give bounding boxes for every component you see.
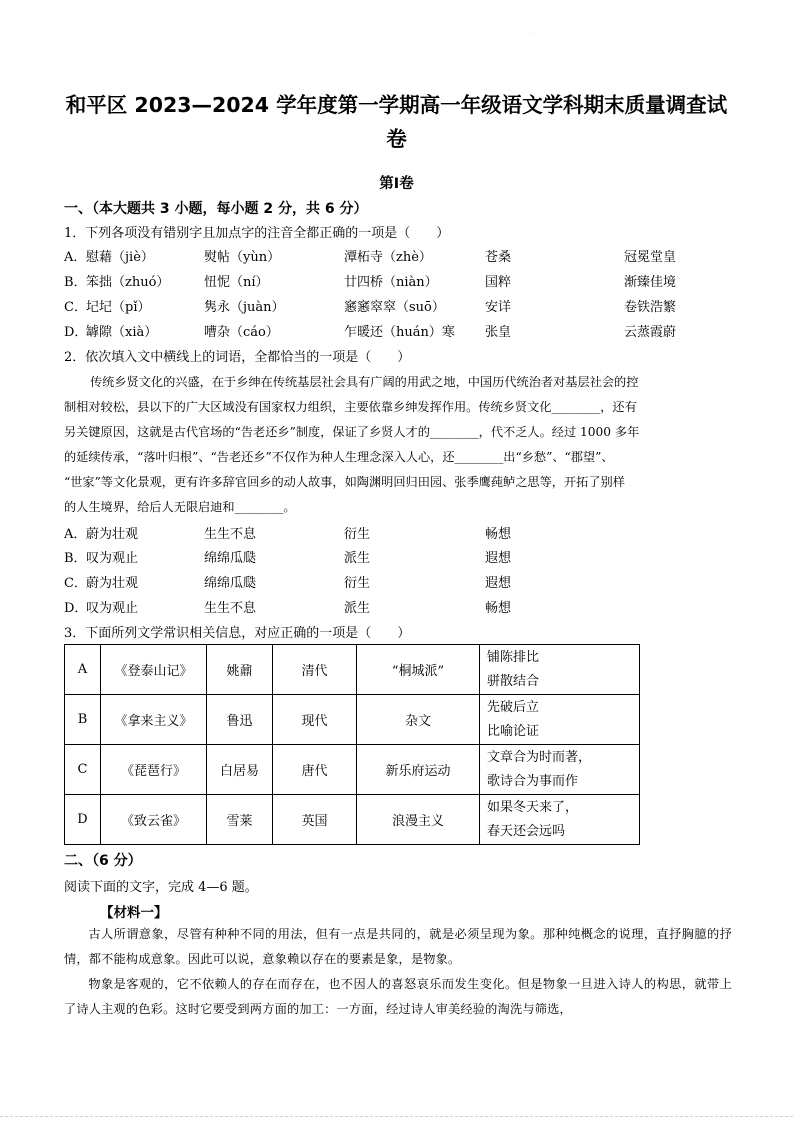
question-1-stem: 1．下列各项没有错别字且加点字的注音全都正确的一项是（ ） bbox=[64, 226, 450, 241]
note-line: 先破后立 bbox=[487, 699, 540, 715]
school: “桐城派” bbox=[357, 645, 480, 695]
table-row[interactable] bbox=[65, 745, 640, 795]
option-cell: 遐想 bbox=[485, 576, 512, 591]
note-line: 春天还会远吗 bbox=[487, 823, 566, 839]
row-key: B bbox=[65, 695, 101, 745]
note-line: 文章合为时而著， bbox=[487, 749, 592, 765]
option-label: A． bbox=[64, 527, 87, 542]
option-cell: 熨帖（yùn） bbox=[204, 250, 281, 265]
literature-table bbox=[64, 644, 640, 845]
q2-passage-line: 制相对较松，县以下的广大区域没有国家权力组织，主要依靠乡绅发挥作用。传统乡贤文化________，还有 bbox=[64, 400, 637, 414]
option-cell: 生生不息 bbox=[204, 527, 257, 542]
option-cell: 安详 bbox=[485, 300, 512, 315]
note bbox=[480, 695, 640, 745]
question-3-stem: 3．下面所列文学常识相关信息，对应正确的一项是（ ） bbox=[64, 626, 411, 641]
q2-passage-line: 传统乡贤文化的兴盛，在于乡绅在传统基层社会具有广阔的用武之地，中国历代统治者对基层社会的控 bbox=[90, 375, 639, 389]
top-mark: · bbox=[530, 30, 532, 37]
option-cell: 国粹 bbox=[485, 275, 512, 290]
option-label: C． bbox=[64, 576, 87, 591]
option-cell: 叹为观止 bbox=[86, 601, 139, 616]
work-title: 《致云雀》 bbox=[101, 795, 207, 845]
option-label: B． bbox=[64, 551, 87, 566]
option-label: A． bbox=[64, 250, 87, 265]
author: 姚鼐 bbox=[207, 645, 273, 695]
work-title: 《登泰山记》 bbox=[101, 645, 207, 695]
option-cell: 绵绵瓜瓞 bbox=[204, 576, 257, 591]
option-cell: 乍暖还（huán）寒 bbox=[344, 325, 455, 340]
option-cell: 冠冕堂皇 bbox=[624, 250, 677, 265]
option-cell: 苍桑 bbox=[485, 250, 512, 265]
option-cell: 衍生 bbox=[344, 527, 371, 542]
option-cell: 隽永（juàn） bbox=[204, 300, 285, 315]
note-line: 铺陈排比 bbox=[487, 649, 540, 665]
material-paragraph: 古人所谓意象，尽管有种种不同的用法，但有一点是共同的，就是必须呈现为象。那种纯概念的说理，直抒胸臆的抒情，都不能构成意象。因此可以说，意象赖以存在的要素是象，是物象。 bbox=[64, 927, 732, 966]
note bbox=[480, 745, 640, 795]
option-cell: 慰藉（jiè） bbox=[86, 250, 154, 265]
era: 英国 bbox=[273, 795, 357, 845]
option-label: D． bbox=[64, 601, 88, 616]
question-2-stem: 2．依次填入文中横线上的词语，全都恰当的一项是（ ） bbox=[64, 350, 411, 365]
option-cell: 嘈杂（cáo） bbox=[204, 325, 279, 340]
material-label: 【材料一】 bbox=[100, 905, 168, 921]
school: 新乐府运动 bbox=[357, 745, 480, 795]
exam-title: 和平区 2023—2024 学年度第一学期高一年级语文学科期末质量调查试卷 bbox=[65, 93, 728, 151]
option-label: D． bbox=[64, 325, 88, 340]
option-cell: 渐臻佳境 bbox=[624, 275, 677, 290]
option-label: C． bbox=[64, 300, 87, 315]
option-cell: 畅想 bbox=[485, 527, 512, 542]
row-key: A bbox=[65, 645, 101, 695]
section2-instruction: 阅读下面的文字，完成 4—6 题。 bbox=[64, 880, 258, 895]
note-line: 骈散结合 bbox=[487, 673, 540, 689]
page-bottom-rule bbox=[0, 1116, 793, 1117]
q2-passage-line: “世家”等文化景观，更有许多辞官回乡的动人故事，如陶渊明回归田园、张季鹰莼鲈之思等，开拓了别样 bbox=[64, 475, 625, 489]
q2-passage-line: 的延续传承，“落叶归根”、“告老还乡”不仅作为种人生理念深入人心，还________出“乡愁”、“郡望”、 bbox=[64, 450, 614, 464]
option-cell: 忸怩（ní） bbox=[204, 275, 269, 290]
author: 雪莱 bbox=[207, 795, 273, 845]
option-cell: 罅隙（xià） bbox=[86, 325, 158, 340]
note-line: 如果冬天来了， bbox=[487, 799, 579, 815]
option-cell: 遐想 bbox=[485, 551, 512, 566]
section1-heading: 一、（本大题共 3 小题，每小题 2 分，共 6 分） bbox=[64, 201, 368, 217]
school: 浪漫主义 bbox=[357, 795, 480, 845]
note-line: 比喻论证 bbox=[487, 723, 540, 739]
option-cell: 云蒸霞蔚 bbox=[624, 325, 677, 340]
author: 鲁迅 bbox=[207, 695, 273, 745]
option-cell: 衍生 bbox=[344, 576, 371, 591]
q2-passage-line: 的人生境界，给后人无限启迪和________。 bbox=[64, 500, 296, 514]
option-label: B． bbox=[64, 275, 87, 290]
row-key: D bbox=[65, 795, 101, 845]
era: 唐代 bbox=[273, 745, 357, 795]
work-title: 《拿来主义》 bbox=[101, 695, 207, 745]
q2-passage-line: 另关键原因，这就是古代官场的“告老还乡”制度，保证了乡贤人才的________，代不乏人。经过 1000 多年 bbox=[64, 425, 640, 439]
volume-heading: 第Ⅰ卷 bbox=[379, 176, 414, 192]
row-key: C bbox=[65, 745, 101, 795]
option-cell: 窸窸窣窣（suō） bbox=[344, 300, 445, 315]
work-title: 《琵琶行》 bbox=[101, 745, 207, 795]
option-cell: 叹为观止 bbox=[86, 551, 139, 566]
option-cell: 派生 bbox=[344, 551, 371, 566]
option-cell: 圮圮（pǐ） bbox=[86, 300, 151, 315]
option-cell: 生生不息 bbox=[204, 601, 257, 616]
author: 白居易 bbox=[207, 745, 273, 795]
material-paragraph: 物象是客观的，它不依赖人的存在而存在，也不因人的喜怒哀乐而发生变化。但是物象一旦进入诗人的构思，就带上了诗人主观的色彩。这时它要受到两方面的加工：一方面，经过诗人审美经验的淘洗与筛选， bbox=[64, 977, 732, 1016]
school: 杂文 bbox=[357, 695, 480, 745]
section2-heading: 二、（6 分） bbox=[64, 853, 142, 869]
option-cell: 张皇 bbox=[485, 325, 512, 340]
table-row[interactable] bbox=[65, 645, 640, 695]
era: 清代 bbox=[273, 645, 357, 695]
option-cell: 蔚为壮观 bbox=[86, 576, 139, 591]
option-cell: 畅想 bbox=[485, 601, 512, 616]
option-cell: 绵绵瓜瓞 bbox=[204, 551, 257, 566]
option-cell: 潭柘寺（zhè） bbox=[344, 250, 432, 265]
note bbox=[480, 795, 640, 845]
option-cell: 卷铁浩繁 bbox=[624, 300, 677, 315]
option-cell: 派生 bbox=[344, 601, 371, 616]
table-row[interactable] bbox=[65, 795, 640, 845]
option-cell: 蔚为壮观 bbox=[86, 527, 139, 542]
option-cell: 笨拙（zhuó） bbox=[86, 275, 170, 290]
option-cell: 廿四桥（niàn） bbox=[344, 275, 438, 290]
era: 现代 bbox=[273, 695, 357, 745]
note-line: 歌诗合为事而作 bbox=[487, 773, 579, 789]
table-row[interactable] bbox=[65, 695, 640, 745]
note bbox=[480, 645, 640, 695]
